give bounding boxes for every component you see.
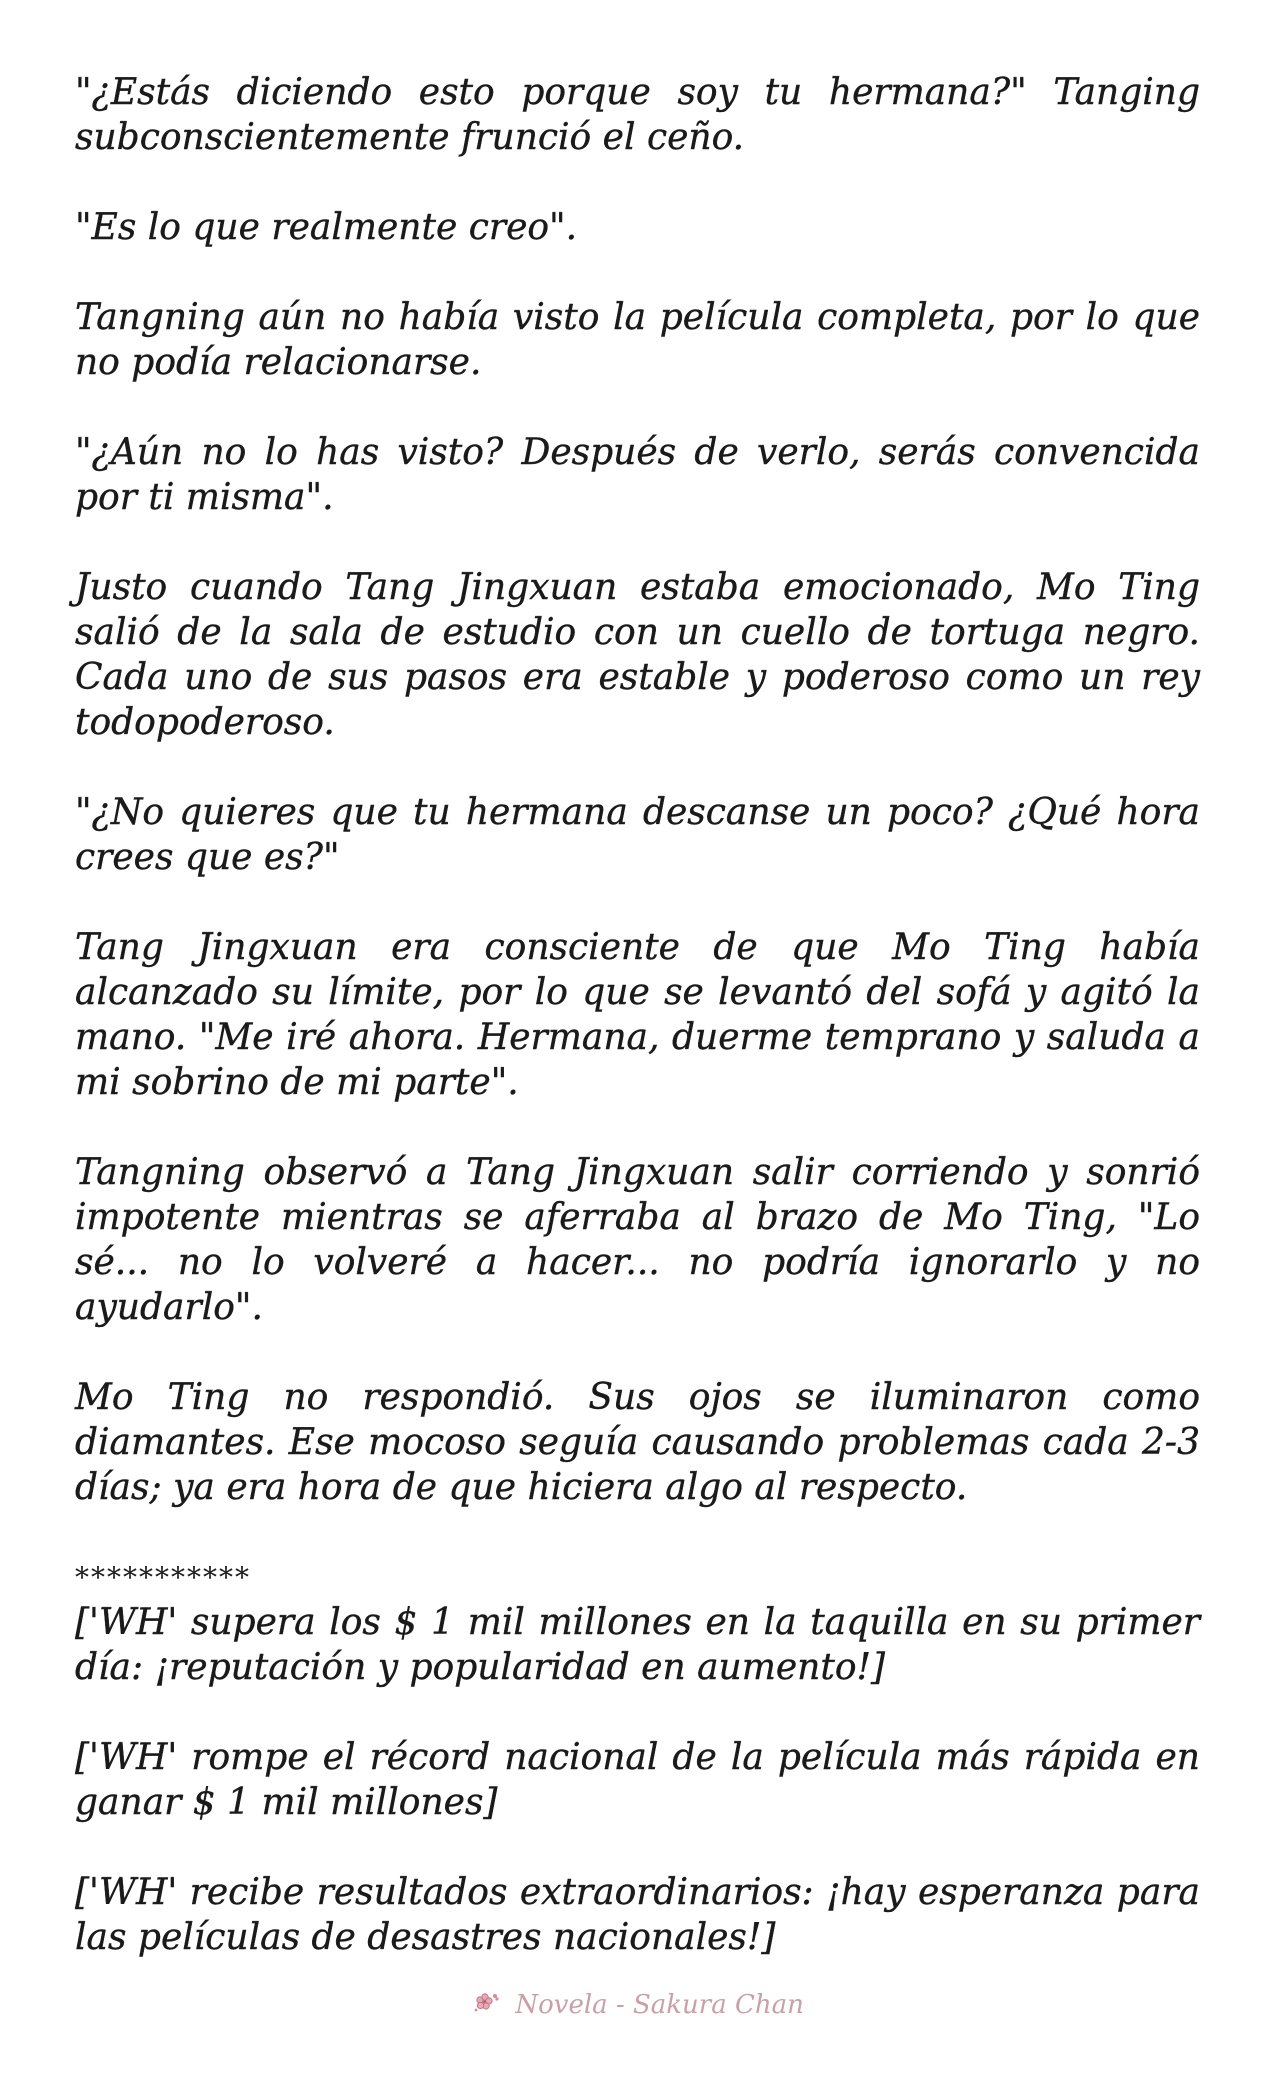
headline: ['WH' supera los $ 1 mil millones en la taquilla en su primer día: ¡reputación y popularidad en aumento!] (75, 1602, 1200, 1688)
watermark-text: Novela - Sakura Chan (515, 1990, 804, 2020)
sakura-flower-icon (471, 1991, 501, 2022)
watermark (0, 1990, 1275, 2022)
paragraph: "Es lo que realmente creo". (75, 207, 578, 248)
paragraph: "¿Estás diciendo esto porque soy tu hermana?" Tanging subconscientemente frunció el ceño. (75, 72, 1200, 158)
paragraph: Mo Ting no respondió. Sus ojos se iluminaron como diamantes. Ese mocoso seguía causando problemas cada 2-3 días; ya era hora de que hiciera algo al respecto. (75, 1377, 1200, 1508)
headline: ['WH' rompe el récord nacional de la película más rápida en ganar $ 1 mil millones] (75, 1737, 1200, 1823)
paragraph: "¿No quieres que tu hermana descanse un poco? ¿Qué hora crees que es?" (75, 792, 1200, 878)
paragraph: "¿Aún no lo has visto? Después de verlo, serás convencida por ti misma". (75, 432, 1200, 518)
paragraph: Tangning observó a Tang Jingxuan salir corriendo y sonrió impotente mientras se aferraba al brazo de Mo Ting, "Lo sé... no lo volveré a hacer... no podría ignorarlo y no ayudarlo". (75, 1152, 1200, 1328)
document-body (75, 70, 1200, 1960)
paragraph: Tangning aún no había visto la película completa, por lo que no podía relacionarse. (75, 297, 1200, 383)
headline: ['WH' recibe resultados extraordinarios: ¡hay esperanza para las películas de desastres nacionales!] (75, 1872, 1200, 1958)
paragraph: Tang Jingxuan era consciente de que Mo Ting había alcanzado su límite, por lo que se levantó del sofá y agitó la mano. "Me iré ahora. Hermana, duerme temprano y saluda a mi sobrino de mi parte". (75, 927, 1200, 1103)
section-separator: *********** (75, 1561, 251, 1594)
paragraph: Justo cuando Tang Jingxuan estaba emocionado, Mo Ting salió de la sala de estudio con un cuello de tortuga negro. Cada uno de sus pasos era estable y poderoso como un rey todopoderoso. (75, 567, 1200, 743)
